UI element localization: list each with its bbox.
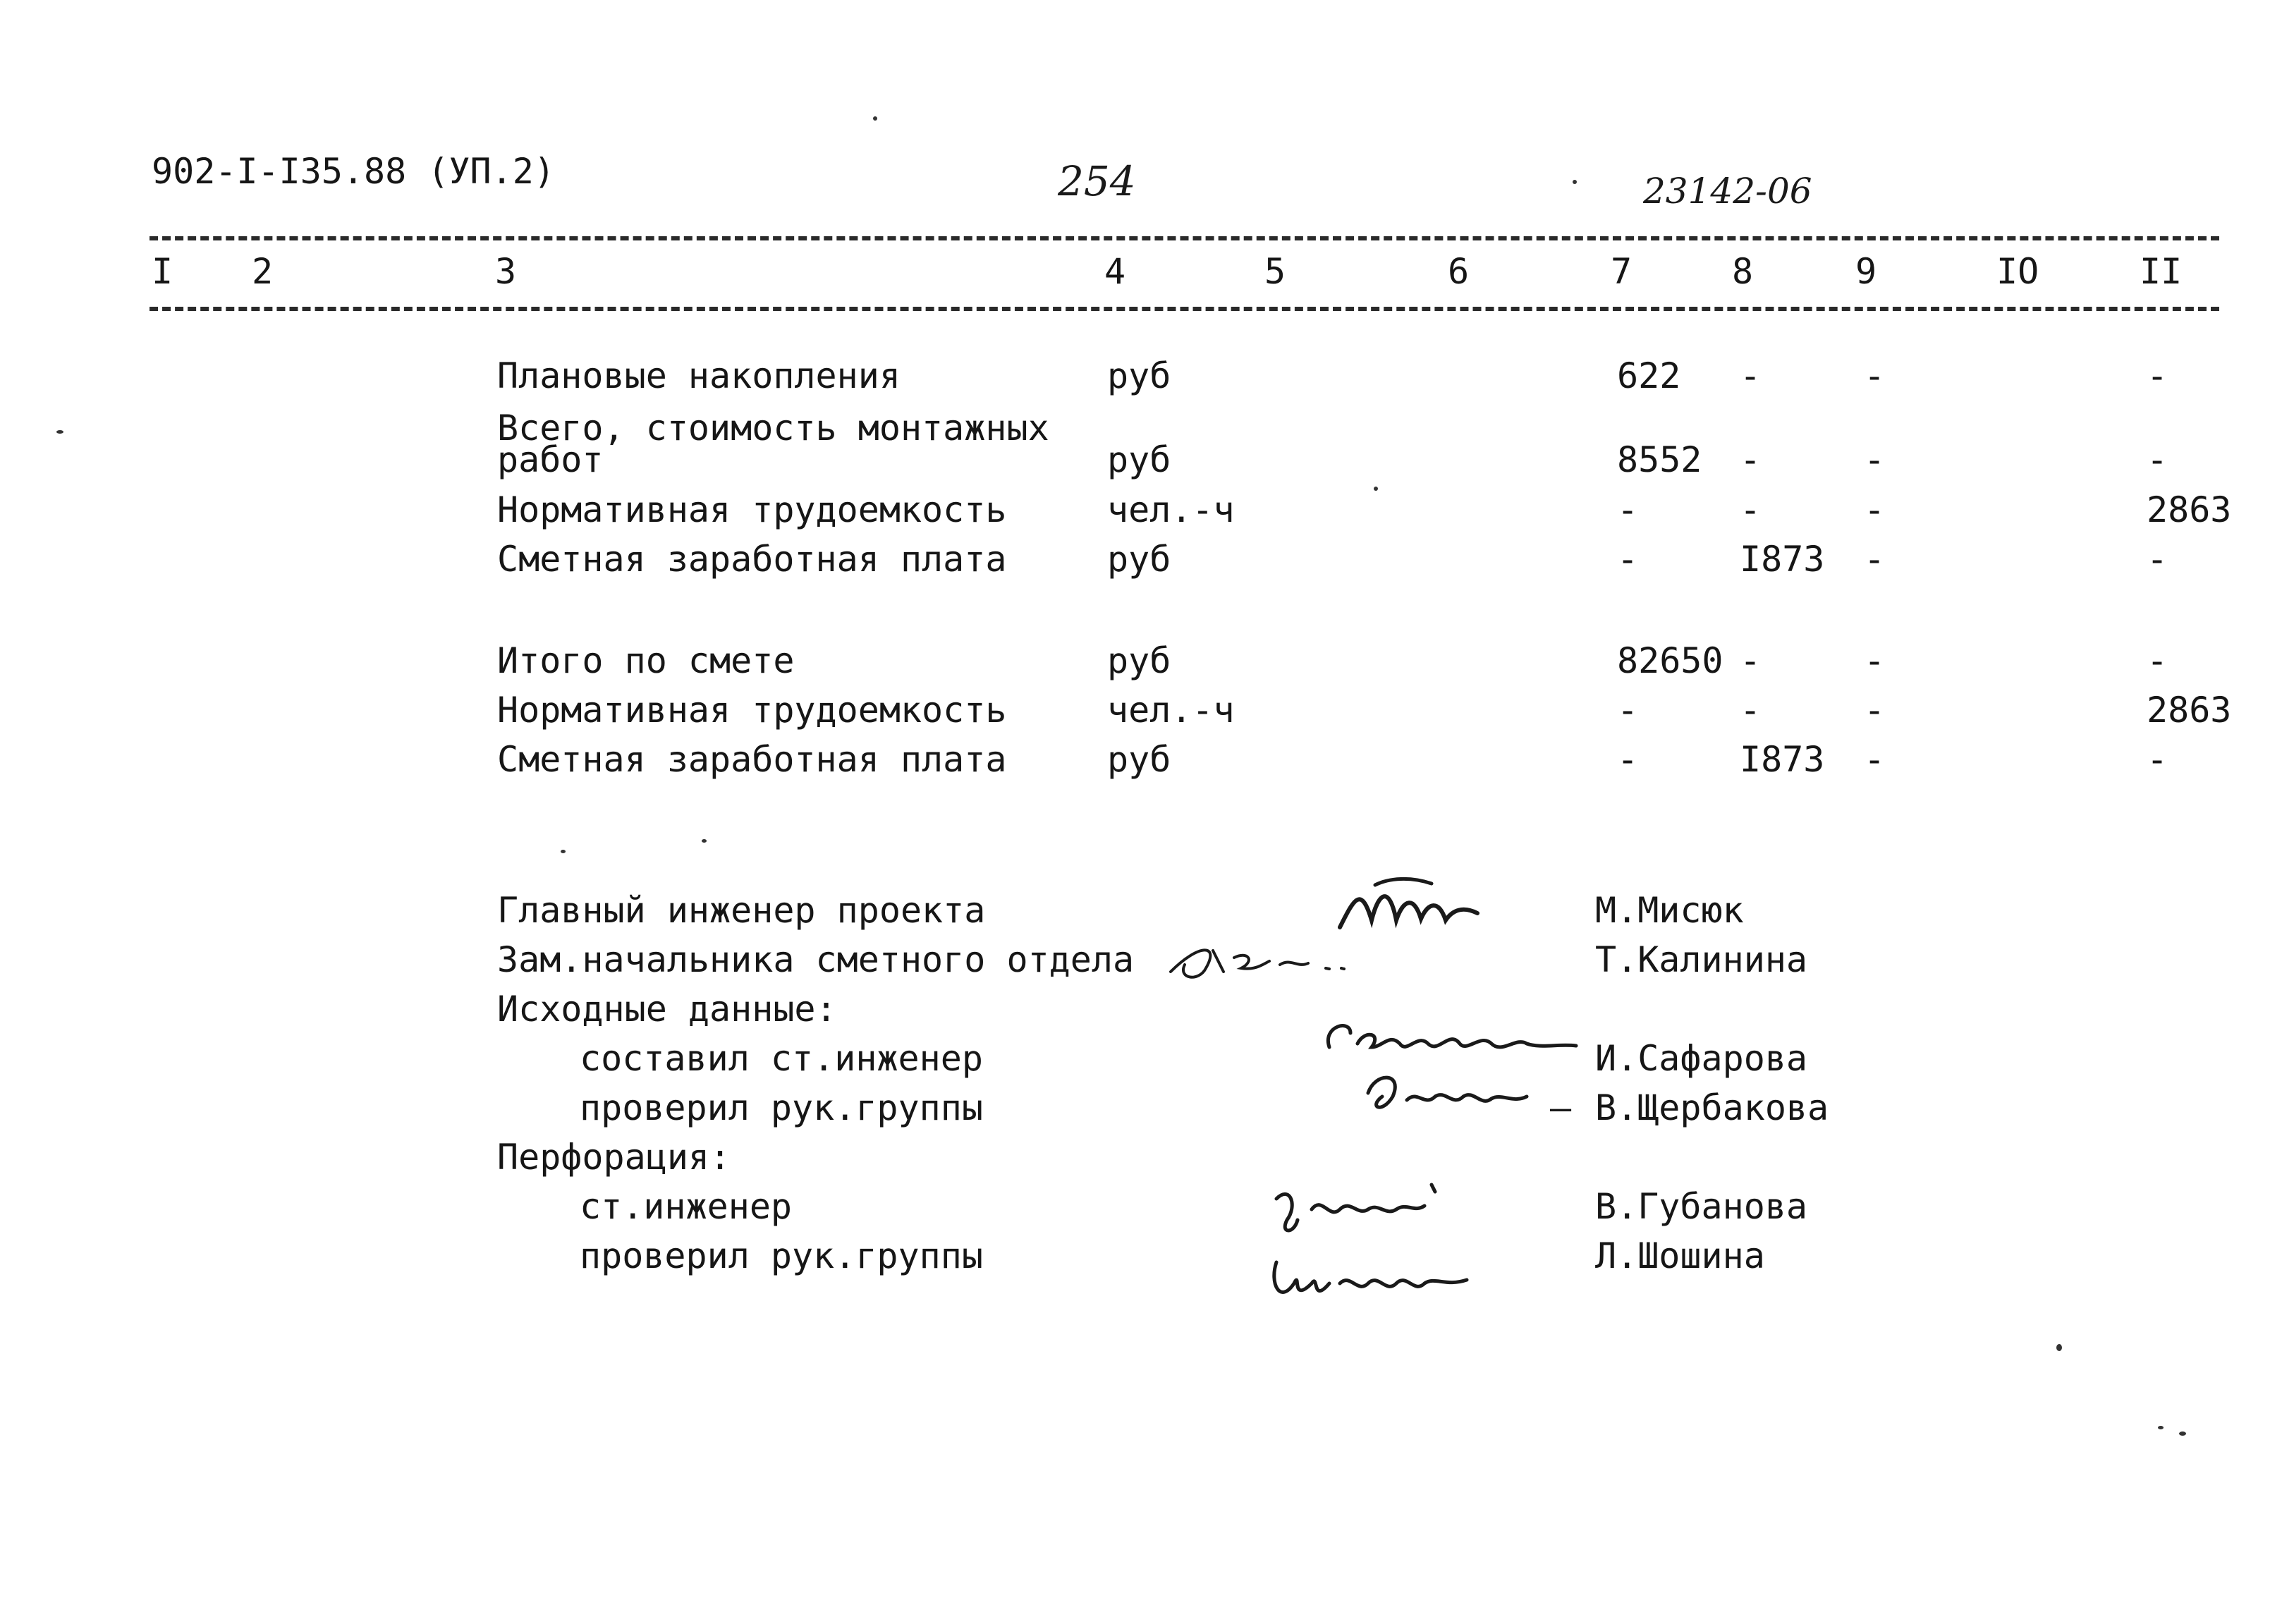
scan-speck xyxy=(1573,180,1577,184)
cell-col7: 82650 xyxy=(1617,640,1723,681)
cell-col11: - xyxy=(2147,640,2168,681)
row-name: Плановые накопления xyxy=(497,355,901,396)
signatory-role: проверил рук.группы xyxy=(580,1087,983,1128)
column-header: 3 xyxy=(495,251,517,292)
cell-col8: I873 xyxy=(1740,539,1825,580)
row-unit: чел.-ч xyxy=(1107,489,1235,530)
cell-col8: - xyxy=(1740,355,1762,396)
scan-speck xyxy=(1374,487,1378,491)
column-header: 9 xyxy=(1855,251,1877,292)
cell-col11: - xyxy=(2147,539,2168,580)
cell-col9: - xyxy=(1864,439,1886,480)
cell-col7: - xyxy=(1617,489,1639,530)
cell-col8: - xyxy=(1740,439,1762,480)
cell-col11: - xyxy=(2147,355,2168,396)
column-header: 5 xyxy=(1264,251,1286,292)
row-name-continued: работ xyxy=(497,439,604,480)
signatory-role: Зам.начальника сметного отдела xyxy=(497,939,1135,980)
signatory-name: М.Мисюк xyxy=(1595,890,1744,931)
cell-col7: 8552 xyxy=(1617,439,1702,480)
column-header: 4 xyxy=(1104,251,1126,292)
row-name: Сметная заработная плата xyxy=(497,539,1007,580)
signatory-role: Главный инженер проекта xyxy=(497,890,986,931)
table-header-rule xyxy=(150,307,2219,311)
row-name: Итого по смете xyxy=(497,640,795,681)
row-name: Сметная заработная плата xyxy=(497,739,1007,780)
row-name: Нормативная трудоемкость xyxy=(497,690,1007,731)
row-name: Нормативная трудоемкость xyxy=(497,489,1007,530)
cell-col11: 2863 xyxy=(2147,690,2232,731)
scan-speck xyxy=(702,839,707,843)
cell-col11: 2863 xyxy=(2147,489,2232,530)
signature-gubanova xyxy=(1262,1171,1460,1248)
cell-col11: - xyxy=(2147,739,2168,780)
signatory-name: В.Щербакова xyxy=(1595,1087,1829,1128)
scan-speck xyxy=(2056,1344,2062,1351)
signatory-role: ст.инженер xyxy=(580,1186,793,1227)
scan-speck xyxy=(2158,1426,2164,1429)
cell-col9: - xyxy=(1864,539,1886,580)
column-header: 7 xyxy=(1611,251,1633,292)
signatory-role: составил ст.инженер xyxy=(580,1038,983,1079)
cell-col9: - xyxy=(1864,355,1886,396)
signatory-name: В.Губанова xyxy=(1595,1186,1808,1227)
column-header: 2 xyxy=(252,251,274,292)
scan-speck xyxy=(2179,1431,2186,1436)
row-unit: руб xyxy=(1107,539,1171,580)
column-header: 8 xyxy=(1732,251,1754,292)
scan-speck xyxy=(561,850,566,853)
scan-speck xyxy=(873,116,877,121)
row-unit: чел.-ч xyxy=(1107,690,1235,731)
row-name: Всего, стоимость монтажных xyxy=(497,408,1049,448)
archive-number: 23142-06 xyxy=(1643,171,1812,212)
row-unit: руб xyxy=(1107,439,1171,480)
signatory-role: проверил рук.группы xyxy=(580,1235,983,1276)
document-code: 902-I-I35.88 (УП.2) xyxy=(152,151,555,192)
column-header: II xyxy=(2140,251,2183,292)
signatory-name: И.Сафарова xyxy=(1595,1038,1808,1079)
row-unit: руб xyxy=(1107,739,1171,780)
signatory-name: Т.Калинина xyxy=(1595,939,1808,980)
cell-col8: - xyxy=(1740,489,1762,530)
signature-dash: — xyxy=(1550,1087,1572,1128)
cell-col9: - xyxy=(1864,690,1886,731)
cell-col7: - xyxy=(1617,739,1639,780)
row-unit: руб xyxy=(1107,355,1171,396)
column-header: I xyxy=(152,251,173,292)
section-label: Перфорация: xyxy=(497,1137,731,1178)
cell-col9: - xyxy=(1864,640,1886,681)
cell-col11: - xyxy=(2147,439,2168,480)
signature-shcherbakova xyxy=(1354,1058,1537,1135)
table-top-rule xyxy=(150,236,2219,240)
page-number: 254 xyxy=(1058,157,1136,205)
cell-col8: I873 xyxy=(1740,739,1825,780)
column-header: 6 xyxy=(1448,251,1470,292)
cell-col7: 622 xyxy=(1617,355,1681,396)
cell-col8: - xyxy=(1740,640,1762,681)
cell-col8: - xyxy=(1740,690,1762,731)
section-label: Исходные данные: xyxy=(497,989,837,1030)
cell-col9: - xyxy=(1864,739,1886,780)
scan-speck xyxy=(56,430,63,434)
signatory-name: Л.Шошина xyxy=(1595,1235,1765,1276)
cell-col9: - xyxy=(1864,489,1886,530)
signature-shoshina xyxy=(1262,1241,1488,1319)
row-unit: руб xyxy=(1107,640,1171,681)
cell-col7: - xyxy=(1617,690,1639,731)
signature-kalinina xyxy=(1157,929,1361,993)
column-header: IO xyxy=(1996,251,2039,292)
cell-col7: - xyxy=(1617,539,1639,580)
